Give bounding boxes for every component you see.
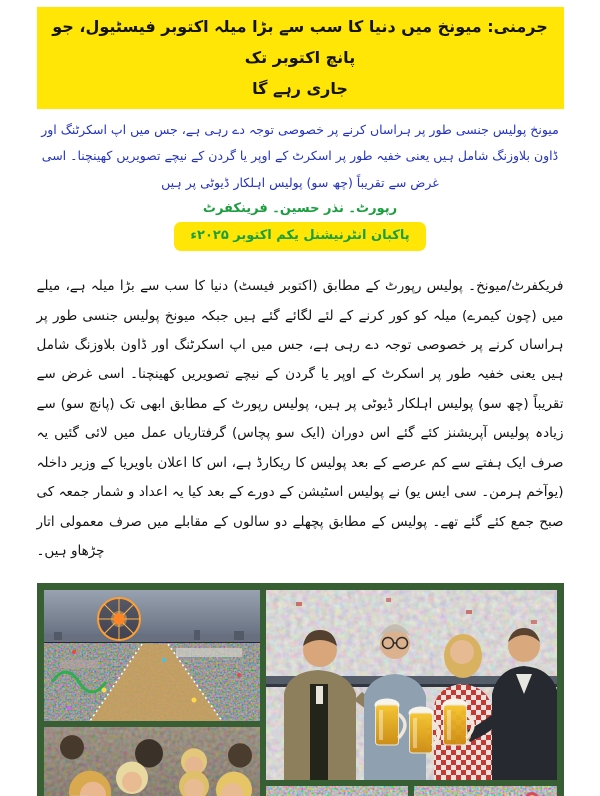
- headline-line1: جرمنی: میونخ میں دنیا کا سب سے بڑا میلہ اکتوبر فیسٹیول، جو پانچ اکتوبر تک: [52, 17, 548, 68]
- article-body: فریکفرٹ/میونخ۔ پولیس رپورٹ کے مطابق (اکتوبر فیسٹ) دنیا کا سب سے بڑا میلہ ہے، میلے میں (چون کیمرے) میلہ کو کور کرنے کے لئے لگائے گئے ہیں جبکہ میونخ پولیس جنسی طور پر ہراساں کرنے پر خصوصی توجہ دے رہی ہے، جس میں اپ اسکرٹنگ اور ڈاون بلاوزنگ شامل ہیں یعنی خفیہ طور پر اسکرٹ کے اوپر یا گردن کے نیچے تصویریں کھینچنا۔ اسی غرض سے تقریباً (چھ سو) پولیس اہلکار ڈیوٹی پر ہیں، پولیس رپورٹ کے مطابق ابھی تک (پانچ سو) سے زیادہ پولیس آپریشنز کئے گئے اس دوران (ایک سو پچاس) گرفتاریاں عمل میں لائی گئیں یہ صرف ایک ہفتے سے کم عرصے کے بعد پولیس کا ریکارڈ ہے، اس کا اعلان باویریا کے وزیر داخلہ (یوآخم ہرمن۔ سی ایس یو) نے پولیس اسٹیشن کے دورے کے بعد کیا یہ اعداد و شمار جمعہ کی صبح جمع کئے گئے تھے۔ پولیس کے مطابق پچھلے دو سالوں کے مقابلے میں صرف معمولی اتار چڑھاو ہیں۔: [36, 278, 564, 559]
- beer-mugs: [374, 699, 473, 754]
- date-badge-row: [37, 222, 564, 251]
- photo-crowd-left: [266, 786, 408, 796]
- photo-crowd-right: [414, 786, 557, 796]
- headline-banner: [37, 7, 564, 109]
- photo-collage: [37, 583, 564, 796]
- lead-paragraph: میونخ پولیس جنسی طور پر ہراساں کرنے پر خصوصی توجہ دے رہی ہے، جس میں اپ اسکرٹنگ اور ڈاون بلاوزنگ شامل ہیں یعنی خفیہ طور پر اسکرٹ کے اوپر یا گردن کے نیچے تصویریں کھینچنا۔ اسی غرض سے تقریباً (چھ سو) پولیس اہلکار ڈیوٹی پر ہیں: [41, 121, 559, 191]
- photo-oktoberfest-aerial: [44, 590, 260, 721]
- headline-line2: جاری رہے گا: [252, 79, 348, 99]
- ferris-wheel: [98, 598, 140, 640]
- photo-politicians-toast: [266, 590, 557, 780]
- photo-women-beer-mugs: [44, 727, 260, 796]
- byline: رپورٹ۔ نذر حسین۔ فرینکفرٹ: [202, 201, 398, 217]
- publication-date-badge: پاکبان انٹرنیشنل یکم اکتوبر ۲۰۲۵ء: [174, 222, 425, 251]
